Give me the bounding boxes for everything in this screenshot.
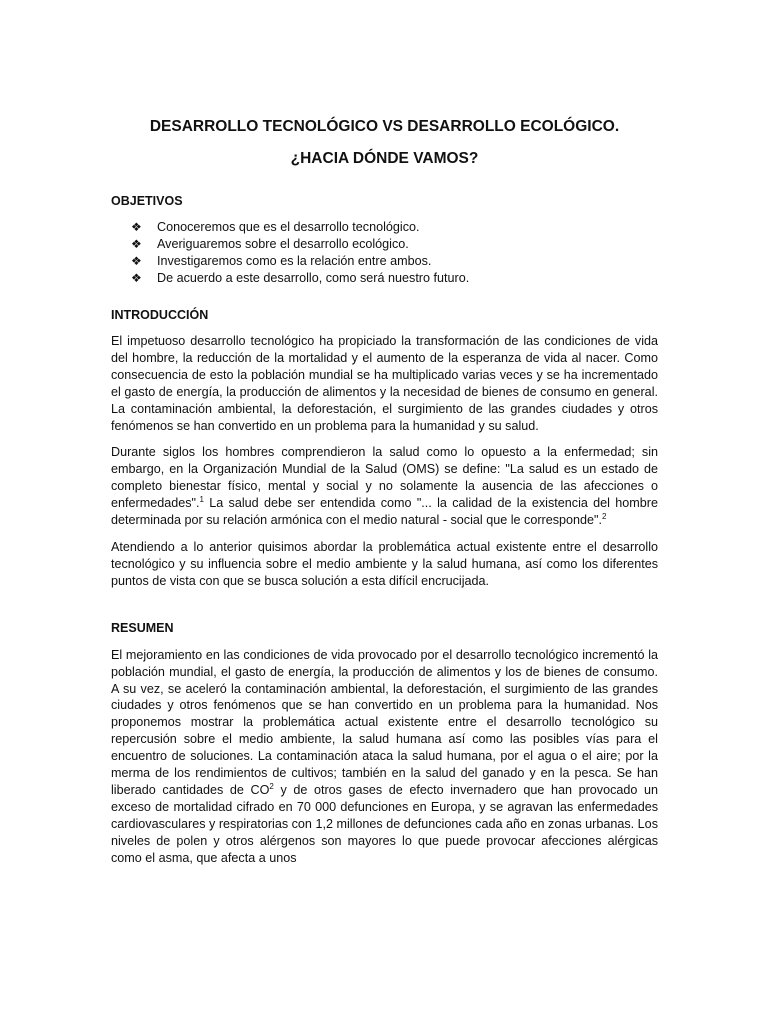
objetivos-list: [111, 219, 658, 287]
list-item: [131, 270, 658, 287]
diamond-bullet-icon: ❖: [131, 271, 142, 285]
introduccion-paragraph-1: El impetuoso desarrollo tecnológico ha propiciado la transformación de las condiciones de vida del hombre, la reducción de la mortalidad y el aumento de la esperanza de vida al nacer. Como consecuencia de esto la población mundial se ha multiplicado varias veces y se ha incrementado el gasto de energía, la producción de alimentos y la necesidad de bienes de consumo en general. La contaminación ambiental, la deforestación, el surgimiento de las grandes ciudades y otros fenómenos se han convertido en un problema para la humanidad y su salud.: [111, 334, 658, 433]
introduccion-heading: INTRODUCCIÓN: [111, 308, 209, 322]
title-line-2: ¿HACIA DÓNDE VAMOS?: [290, 150, 479, 167]
list-item-text: De acuerdo a este desarrollo, como será nuestro futuro.: [157, 271, 470, 285]
paragraph-text: y de otros gases de efecto invernadero que han provocado un exceso de mortalidad cifrado en 70 000 defunciones en Europa, y se agravan las enfermedades cardiovasculares y respiratorias con 1,2 millones de defunciones cada año en zonas urbanas. Los niveles de polen y otros alérgenos son mayores lo que puede provocar afecciones alérgicas como el asma, que afecta a unos: [111, 782, 658, 865]
diamond-bullet-icon: ❖: [131, 254, 142, 268]
objetivos-heading: OBJETIVOS: [111, 194, 183, 208]
list-item-text: Conoceremos que es el desarrollo tecnológico.: [157, 220, 420, 234]
co2-subscript: 2: [269, 781, 274, 791]
list-item: [131, 253, 658, 270]
diamond-bullet-icon: ❖: [131, 220, 142, 234]
list-item-text: Investigaremos como es la relación entre ambos.: [157, 254, 432, 268]
paragraph-text: El mejoramiento en las condiciones de vida provocado por el desarrollo tecnológico incrementó la población mundial, el gasto de energía, la producción de alimentos y los de bienes de consumo. A su vez, se aceleró la contaminación ambiental, la deforestación, el surgimiento de las grandes ciudades y otros fenómenos que se han convertido en un problema para la humanidad. Nos proponemos mostrar la problemática actual existente entre el desarrollo tecnológico su repercusión sobre el medio ambiente, la salud humana así como las posibles vías para el encuentro de soluciones. La contaminación ataca la salud humana, por el agua o el aire; por la merma de los rendimientos de cultivos; también en la salud del ganado y en la pesca. Se han liberado cantidades de CO: [111, 647, 658, 797]
paragraph-text: Durante siglos los hombres comprendieron la salud como lo opuesto a la enfermedad; sin embargo, en la Organización Mundial de la Salud (OMS) se define: "La salud es un estado de completo bienestar físico, mental y social y no solamente la ausencia de las afecciones o enfermedades".: [111, 445, 658, 511]
footnote-ref-2: 2: [602, 511, 607, 521]
diamond-bullet-icon: ❖: [131, 237, 142, 251]
introduccion-paragraph-3: Atendiendo a lo anterior quisimos abordar la problemática actual existente entre el desarrollo tecnológico y su influencia sobre el medio ambiente y la salud humana, así como los diferentes puntos de vista con que se busca solución a esta difícil encrucijada.: [111, 539, 658, 588]
list-item: [131, 219, 658, 236]
footnote-ref-1: 1: [199, 494, 204, 504]
resumen-paragraph-1: [111, 647, 658, 867]
introduccion-paragraph-2: [111, 444, 658, 529]
list-item: [131, 236, 658, 253]
resumen-heading: RESUMEN: [111, 620, 174, 635]
list-item-text: Averiguaremos sobre el desarrollo ecológico.: [157, 237, 409, 251]
paragraph-text: La salud debe ser entendida como "... la calidad de la existencia del hombre determinada por su relación armónica con el medio natural - social que le corresponde".: [111, 496, 658, 528]
title-line-1: DESARROLLO TECNOLÓGICO VS DESARROLLO ECOLÓGICO.: [149, 118, 620, 135]
